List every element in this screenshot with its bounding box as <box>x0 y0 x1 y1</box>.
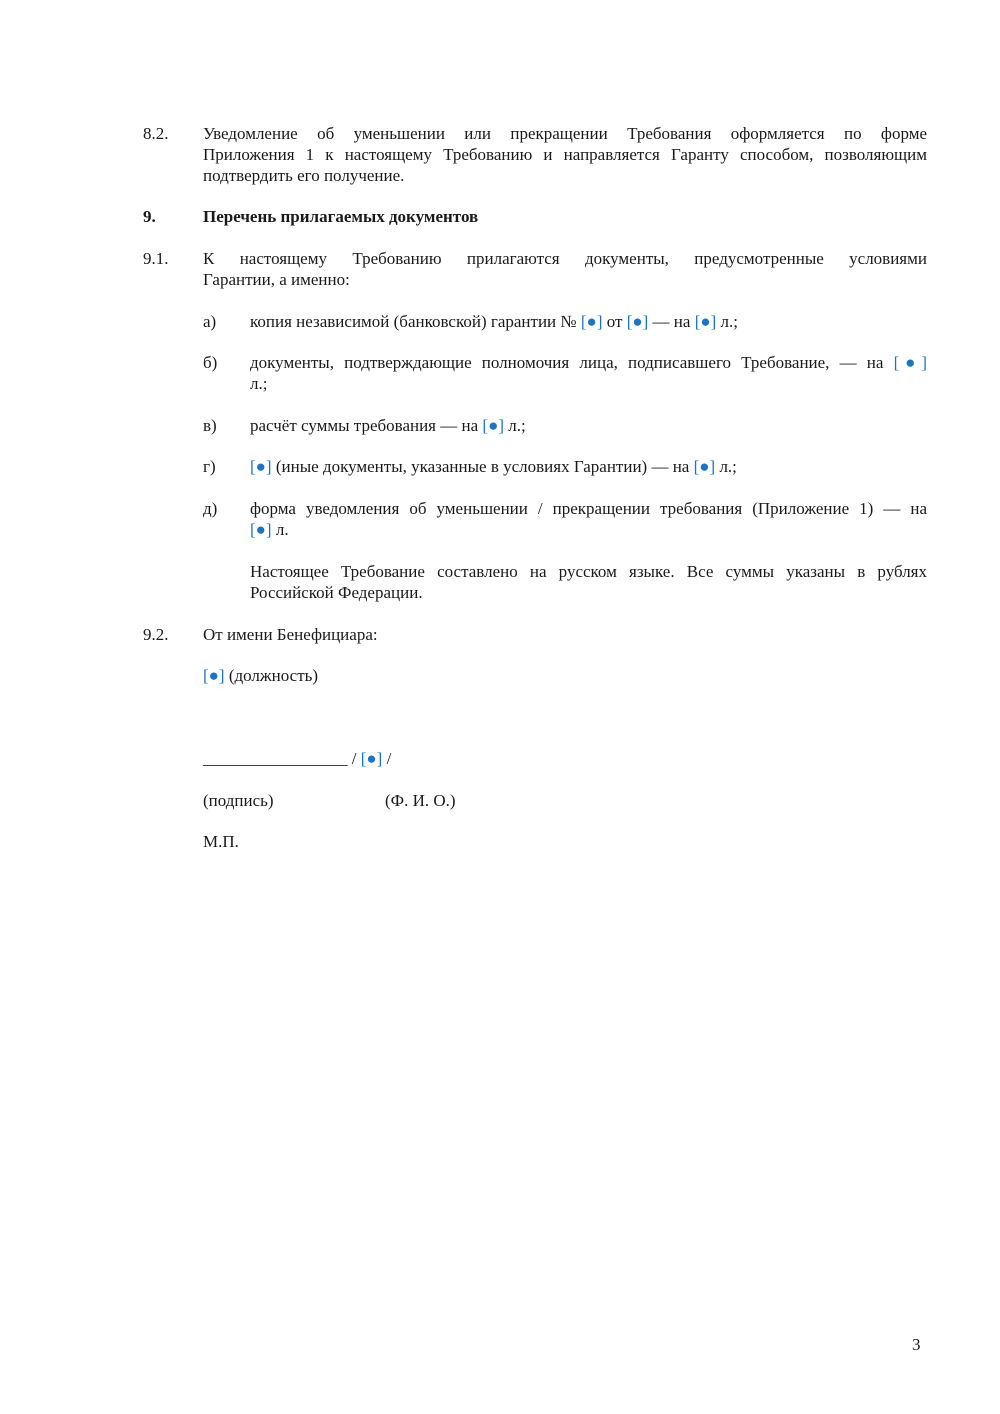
item-b-text-1: документы, подтверждающие полномочия лица, подписавшего Требование, — на <box>250 353 884 372</box>
item-a <box>250 311 927 332</box>
item-g-text-1: (иные документы, указанные в условиях Гарантии) — на <box>275 457 690 476</box>
signature-line: _________________ <box>203 749 348 768</box>
slash-right: / <box>386 749 392 768</box>
item-a-text-1: копия независимой (банковской) гарантии № <box>250 312 577 331</box>
item-g-text-2: л.; <box>719 457 737 476</box>
clause-number-9-1: 9.1. <box>143 249 169 268</box>
item-a-text-4: л.; <box>720 312 739 331</box>
item-b-line-1 <box>250 352 927 373</box>
seal-label: М.П. <box>203 832 239 851</box>
clause-number-9-2: 9.2. <box>143 625 169 644</box>
item-a-letter: а) <box>203 312 217 331</box>
section-9-title: Перечень прилагаемых документов <box>203 207 479 226</box>
name-caption: (Ф. И. О.) <box>385 791 456 810</box>
clause-number-8-2: 8.2. <box>143 124 169 143</box>
item-v-letter: в) <box>203 416 217 435</box>
position-line <box>203 665 927 686</box>
slash-left: / <box>351 749 357 768</box>
signature-row <box>203 748 927 769</box>
clause-9-1-line-2: Гарантии, а именно: <box>203 270 350 289</box>
item-a-text-3: — на <box>652 312 691 331</box>
clause-9-2-text: От имени Бенефициара: <box>203 625 378 644</box>
item-g-letter: г) <box>203 457 216 476</box>
placeholder-guarantee-number: [●] <box>580 312 603 331</box>
placeholder-guarantee-date: [●] <box>626 312 649 331</box>
item-g <box>250 456 927 477</box>
placeholder-full-name: [●] <box>360 749 383 768</box>
item-v-text-2: л.; <box>508 416 526 435</box>
placeholder-item-b-pages: [●] <box>893 353 927 372</box>
placeholder-other-documents: [●] <box>250 457 272 476</box>
item-v <box>250 415 927 436</box>
item-a-text-2: от <box>606 312 623 331</box>
placeholder-item-a-pages: [●] <box>694 312 717 331</box>
clause-8-2-line-1: Уведомление об уменьшении или прекращении Требования оформляется по форме <box>203 124 927 143</box>
item-b-letter: б) <box>203 353 218 372</box>
closing-line-2: Российской Федерации. <box>250 583 423 602</box>
placeholder-item-d-pages: [●] <box>250 520 272 539</box>
item-b-text-2: л.; <box>250 374 268 393</box>
clause-8-2-line-3: подтвердить его получение. <box>203 166 405 185</box>
signature-caption: (подпись) <box>203 791 274 810</box>
clause-8-2-line-2: Приложения 1 к настоящему Требованию и направляется Гаранту способом, позволяющим <box>203 145 927 164</box>
placeholder-position: [●] <box>203 666 225 685</box>
page-number: 3 <box>912 1335 921 1354</box>
placeholder-item-v-pages: [●] <box>482 416 504 435</box>
placeholder-item-g-pages: [●] <box>693 457 716 476</box>
section-number-9: 9. <box>143 207 156 226</box>
item-v-text-1: расчёт суммы требования — на <box>250 416 479 435</box>
item-d-line-2 <box>250 519 927 540</box>
clause-9-1-line-1: К настоящему Требованию прилагаются документы, предусмотренные условиями <box>203 249 927 268</box>
item-d-text-2: л. <box>275 520 289 539</box>
closing-line-1: Настоящее Требование составлено на русском языке. Все суммы указаны в рублях <box>250 562 927 581</box>
item-d-text-1: форма уведомления об уменьшении / прекращении требования (Приложение 1) — на <box>250 499 927 518</box>
position-label: (должность) <box>228 666 319 685</box>
item-d-letter: д) <box>203 499 218 518</box>
